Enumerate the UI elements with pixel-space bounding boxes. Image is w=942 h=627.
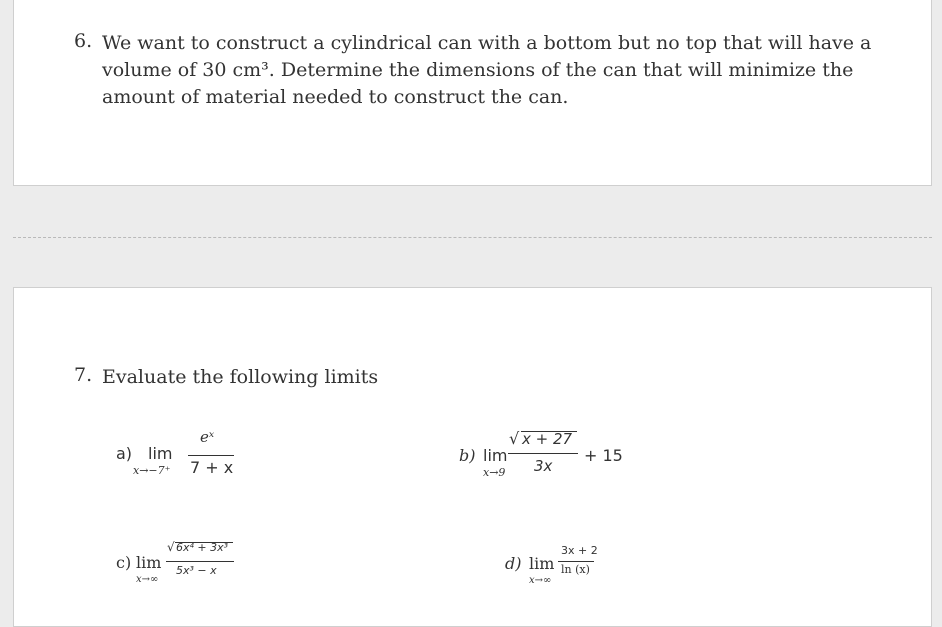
radical-sign-icon: √ — [509, 429, 520, 448]
limit-b-denominator: 3x — [534, 457, 553, 475]
limit-c-lim: lim — [136, 553, 162, 572]
question-6-text: We want to construct a cylindrical can with a bottom but no top that will have a volume of 30 cm³. Determine the dimensions of the can that will minimize the amount of material needed to construct the can. — [102, 32, 872, 108]
limit-d-fraction-bar — [558, 561, 594, 562]
question-6-number: 6. — [74, 30, 93, 52]
limit-c-label: c) — [116, 553, 132, 572]
limit-b-label: b) — [459, 446, 476, 465]
limit-a-subscript: x→−7⁺ — [133, 464, 171, 477]
question-7-number: 7. — [74, 364, 93, 386]
limit-b-fraction-bar — [508, 453, 578, 454]
limit-a-numerator: eˣ — [200, 428, 215, 446]
limit-b-tail: + 15 — [584, 446, 623, 465]
limit-b-lim: lim — [483, 446, 508, 465]
limit-a-denominator: 7 + x — [190, 458, 234, 477]
question-7-text: Evaluate the following limits — [102, 366, 379, 388]
limit-d-denominator: ln (x) — [561, 563, 590, 576]
limit-d-lim: lim — [529, 554, 555, 573]
limit-c-denominator: 5x³ − x — [176, 564, 217, 577]
limit-c-subscript: x→∞ — [136, 574, 159, 585]
limit-a-lim: lim — [148, 444, 173, 463]
limit-a-fraction-bar — [188, 455, 234, 456]
limit-c-fraction-bar — [166, 561, 234, 562]
limit-a-label: a) — [116, 444, 133, 463]
section-divider — [13, 237, 932, 238]
limit-c-numerator: 6x⁴ + 3x³ — [176, 541, 229, 554]
limit-d-subscript: x→∞ — [529, 575, 552, 586]
limit-d-numerator: 3x + 2 — [561, 544, 598, 557]
limit-b-numerator: x + 27 — [522, 430, 573, 448]
radical-sign-icon: √ — [167, 540, 175, 554]
limit-d-label: d) — [505, 554, 522, 573]
limit-b-subscript: x→9 — [483, 466, 506, 479]
